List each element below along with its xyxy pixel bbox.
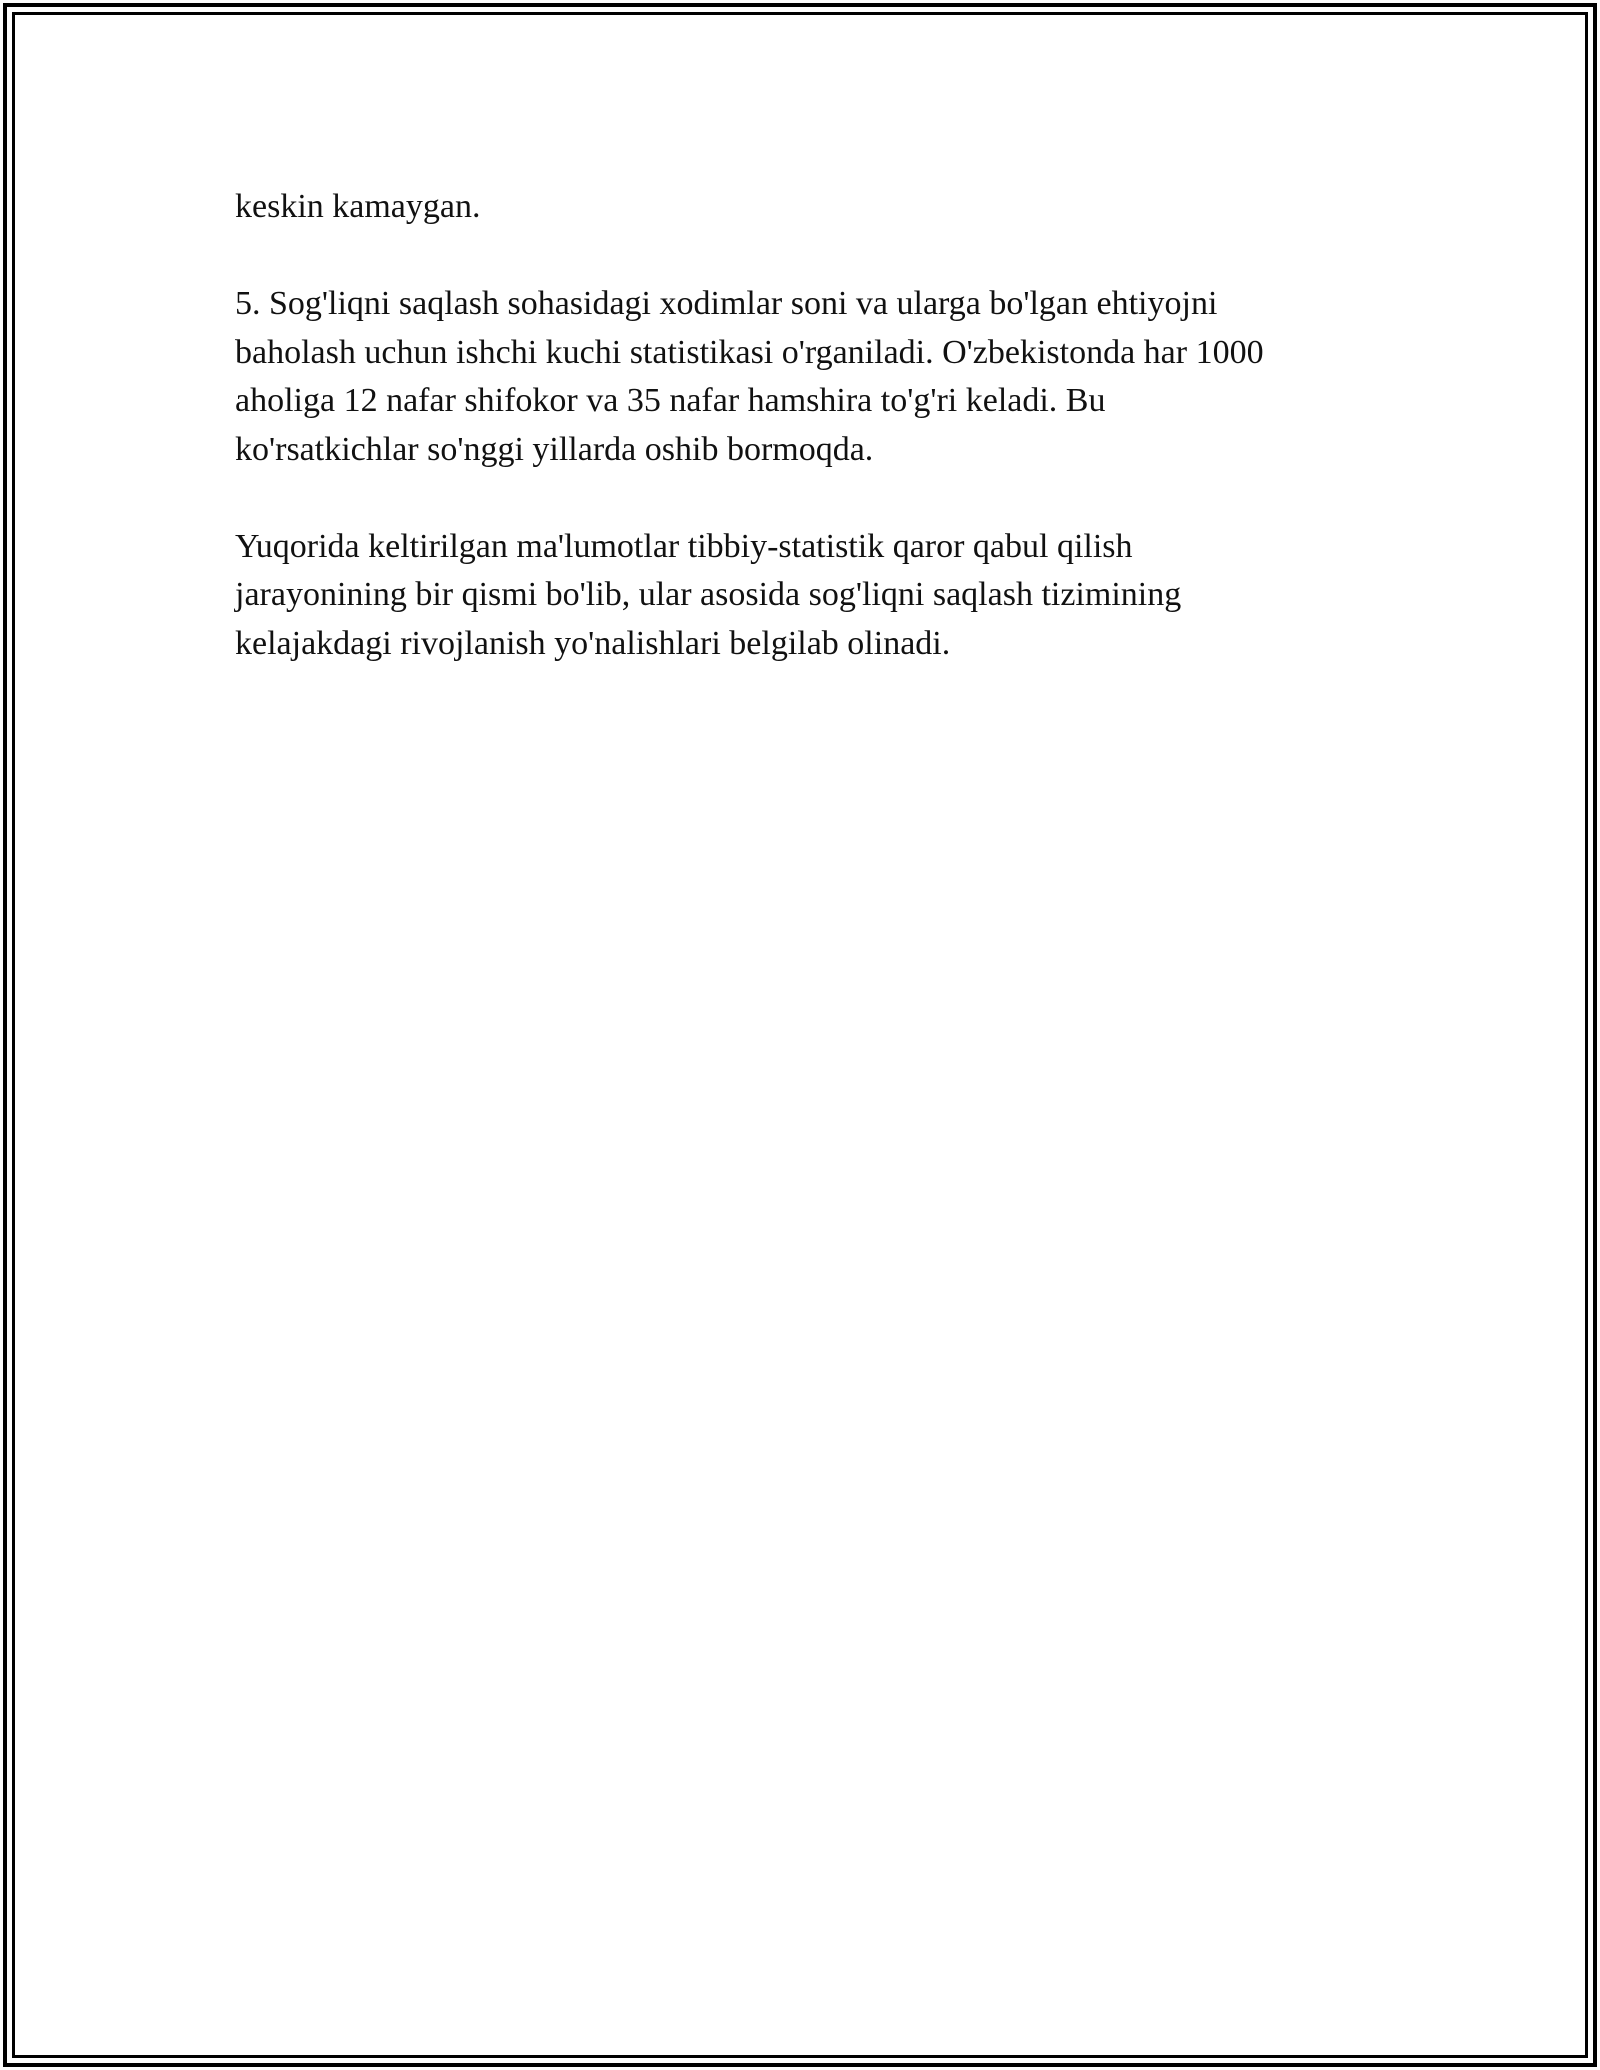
text-line: keskin kamaygan. (235, 188, 481, 225)
document-body (235, 183, 1365, 717)
text-line: ko'rsatkichlar so'nggi yillarda oshib bormoqda. (235, 430, 874, 468)
paragraph-item-5 (235, 280, 1365, 474)
text-line: kelajakdagi rivojlanish yo'nalishlari belgilab olinadi. (235, 624, 951, 662)
text-line: Yuqorida keltirilgan ma'lumotlar tibbiy-statistik qaror qabul qilish (235, 527, 1133, 565)
text-line: jarayonining bir qismi bo'lib, ular asosida sog'liqni saqlash tizimining (235, 576, 1182, 613)
text-line: aholiga 12 nafar shifokor va 35 nafar hamshira to'g'ri keladi. Bu (235, 382, 1106, 419)
paragraph-continuation (235, 183, 1365, 232)
text-line: baholash uchun ishchi kuchi statistikasi o'rganiladi. O'zbekistonda har 1000 (235, 333, 1264, 371)
text-line: 5. Sog'liqni saqlash sohasidagi xodimlar soni va ularga bo'lgan ehtiyojni (235, 285, 1218, 322)
paragraph-conclusion (235, 523, 1365, 669)
